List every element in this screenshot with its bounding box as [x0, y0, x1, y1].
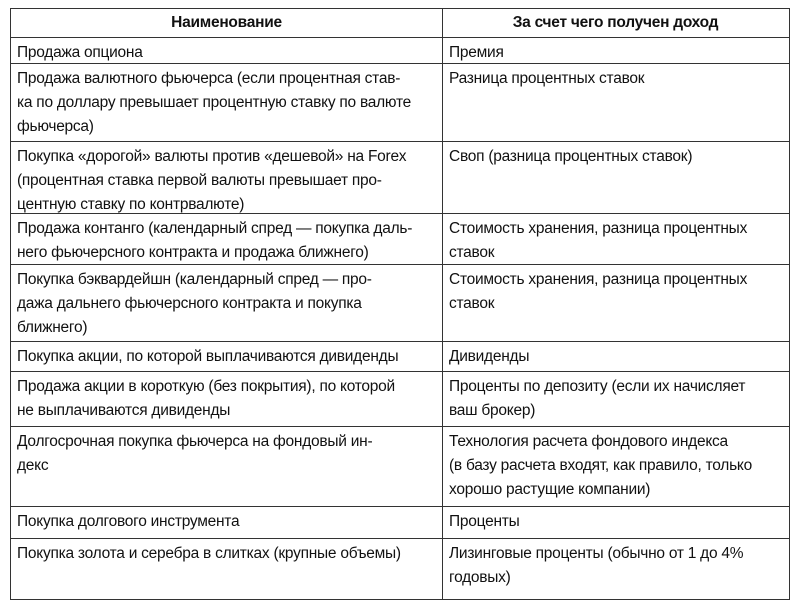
cell-text-line: Продажа контанго (календарный спред — покупка даль- [17, 220, 413, 237]
income-cell [443, 539, 788, 599]
table-header-row [11, 9, 789, 37]
cell-text-line: Разница процентных ставок [449, 70, 645, 87]
income-cell [443, 507, 788, 538]
cell-text-line: Технология расчета фондового индекса [449, 433, 728, 450]
cell-text-line: годовых) [449, 569, 511, 586]
income-cell [443, 64, 788, 141]
name-cell [11, 427, 443, 506]
table-row [11, 341, 789, 371]
name-cell [11, 539, 443, 599]
cell-text-line: Стоимость хранения, разница процентных [449, 271, 748, 288]
name-cell [11, 265, 443, 341]
cell-text-line: Своп (разница процентных ставок) [449, 148, 693, 165]
cell-text-line: ка по доллару превышает процентную ставку по валюте [17, 94, 412, 111]
income-cell [443, 342, 788, 371]
cell-text-line: Покупка «дорогой» валюты против «дешевой» на Forex [17, 148, 407, 165]
table-row [11, 141, 789, 213]
cell-text-line: Проценты [449, 513, 520, 530]
cell-text-line: Стоимость хранения, разница процентных [449, 220, 748, 237]
income-cell [443, 427, 788, 506]
cell-text-line: Покупка долгового инструмента [17, 513, 240, 530]
cell-text-line: хорошо растущие компании) [449, 481, 651, 498]
cell-text-line: Продажа акции в короткую (без покрытия), по которой [17, 378, 395, 395]
name-cell [11, 507, 443, 538]
income-cell [443, 214, 788, 264]
cell-text-line: (в базу расчета входят, как правило, только [449, 457, 752, 474]
cell-text-line: центную ставку по контрвалюте) [17, 196, 245, 213]
table-body [11, 37, 789, 599]
table-row [11, 213, 789, 264]
name-cell [11, 142, 443, 213]
cell-text-line: Покупка акции, по которой выплачиваются дивиденды [17, 348, 399, 365]
name-cell [11, 214, 443, 264]
cell-text-line: Покупка золота и серебра в слитках (крупные объемы) [17, 545, 401, 562]
header-name: Наименование [11, 9, 443, 37]
income-sources-table [10, 8, 790, 600]
name-cell [11, 342, 443, 371]
table-row [11, 506, 789, 538]
table-row [11, 426, 789, 506]
income-cell [443, 372, 788, 426]
table-row [11, 264, 789, 341]
cell-text-line: Покупка бэквардейшн (календарный спред — про- [17, 271, 372, 288]
table-row [11, 538, 789, 599]
cell-text-line: декс [17, 457, 49, 474]
cell-text-line: ставок [449, 295, 495, 312]
cell-text-line: него фьючерсного контракта и продажа ближнего) [17, 244, 369, 261]
cell-text-line: (процентная ставка первой валюты превышает про- [17, 172, 382, 189]
header-income-source: За счет чего получен доход [512, 14, 719, 31]
cell-text-line: дажа дальнего фьючерсного контракта и покупка [17, 295, 362, 312]
name-cell [11, 372, 443, 426]
cell-text-line: Проценты по депозиту (если их начисляет [449, 378, 746, 395]
table-row [11, 63, 789, 141]
cell-text-line: ближнего) [17, 319, 88, 336]
cell-text-line: Дивиденды [449, 348, 530, 365]
name-cell [11, 64, 443, 141]
cell-text-line: Лизинговые проценты (обычно от 1 до 4% [449, 545, 744, 562]
cell-text-line: не выплачиваются дивиденды [17, 402, 231, 419]
name-cell [11, 38, 443, 63]
income-cell [443, 38, 788, 63]
income-cell [443, 142, 788, 213]
cell-text-line: Премия [449, 44, 504, 61]
table-row [11, 37, 789, 63]
cell-text-line: Продажа опциона [17, 44, 143, 61]
cell-text-line: ставок [449, 244, 495, 261]
table-row [11, 371, 789, 426]
cell-text-line: Долгосрочная покупка фьючерса на фондовый ин- [17, 433, 373, 450]
income-cell [443, 265, 788, 341]
cell-text-line: ваш брокер) [449, 402, 536, 419]
cell-text-line: фьючерса) [17, 118, 94, 135]
cell-text-line: Продажа валютного фьючерса (если процентная став- [17, 70, 401, 87]
